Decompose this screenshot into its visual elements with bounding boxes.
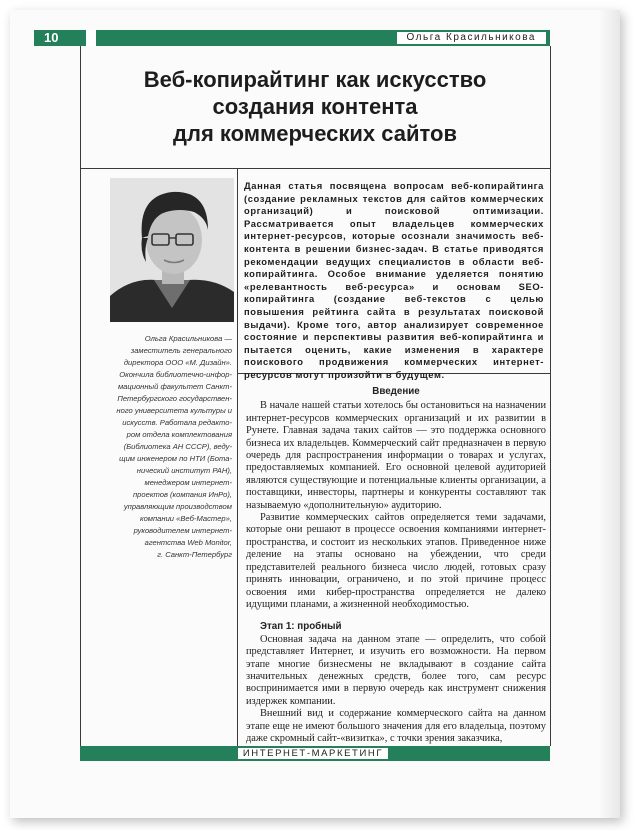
author-bio-caption	[96, 333, 232, 561]
paragraph: Внешний вид и содержание коммерческого сайта на данном этапе еще не имеют большого значения для его владельца, поэтому даже скромный сайт-«визитка», с точки зрения заказчика,	[246, 708, 546, 744]
caption-line: искусств. Работала редакто-	[122, 418, 232, 427]
caption-line: г. Санкт-Петербург	[157, 550, 232, 559]
page-footer	[80, 746, 550, 761]
header-author: Ольга Красильникова	[397, 32, 546, 44]
caption-line: Петербургского государствен-	[117, 394, 232, 403]
caption-line: управляющим производством	[123, 502, 232, 511]
article-body	[246, 386, 546, 745]
section-heading: Введение	[372, 386, 420, 397]
caption-line: директора ООО «М. Дизайн».	[123, 358, 232, 367]
title-divider	[80, 168, 550, 169]
header-band	[96, 30, 550, 46]
article-title	[84, 66, 546, 147]
frame-right-border	[550, 46, 551, 746]
caption-line: агентства Web Monitor,	[144, 538, 232, 547]
caption-line: нический институт РАН),	[136, 466, 232, 475]
subsection-heading: Этап 1: пробный	[260, 621, 342, 633]
caption-line: ром отдела комплектования	[126, 430, 232, 439]
column-divider	[237, 168, 238, 746]
title-line-3: для коммерческих сайтов	[173, 121, 457, 146]
frame-left-border	[80, 46, 81, 746]
paragraph: Развитие коммерческих сайтов определяется теми задачами, которые они решают в процессе освоения компаниями интернет-пространства, и состоит из нескольких этапов. Приведенное ниже деление на этапы основано на убеждении, что среди представителей реального бизнеса число людей, готовых сразу принять инновации, ограничено, и по этой причине процесс освоения ими кибер-пространства определяется не далеко идущими планами, а жизненной необходимостью.	[246, 512, 546, 610]
portrait-image	[110, 178, 234, 322]
caption-line: компании «Веб-Мастер»,	[139, 514, 232, 523]
author-photo	[110, 178, 234, 322]
caption-line: проектов (компания ИнРо),	[132, 490, 232, 499]
footer-section-label: ИНТЕРНЕТ-МАРКЕТИНГ	[238, 748, 388, 759]
caption-line: Ольга Красильникова —	[144, 334, 232, 343]
caption-line: Окончила библиотечно-инфор-	[119, 370, 232, 379]
caption-line: руководителем интернет-	[133, 526, 232, 535]
caption-line: мационный факультет Санкт-	[117, 382, 232, 391]
paragraph: Основная задача на данном этапе — определить, что собой представляет Интернет, и изучить его возможности. На первом этапе многие бизнесмены не вкладывают в создание сайта значительных денежных средств, более того, сам ресурс воспринимается ими в первую очередь как инструмент снижения издержек компании.	[246, 633, 546, 707]
caption-line: ного университета культуры и	[116, 406, 232, 415]
caption-line: щим инженером по НТИ (Бота-	[119, 454, 232, 463]
title-line-2: создания контента	[212, 94, 418, 119]
article-abstract: Данная статья посвящена вопросам веб-копирайтинга (создание рекламных текстов для сайтов коммерческих организаций) и поисковой оптимизации. Рассматривается опыт владельцев коммерческих интернет-ресурсов, которые осознали значимость веб-контента в решении бизнес-задач. В статье приводятся рекомендации ведущих специалистов в области веб-копирайтинга. Особое внимание уделяется понятию «релевантность веб-ресурса» и основам SEO-копирайтинга (создание веб-текстов с целью повышения рейтинга сайта в результатах поисковой выдачи). Кроме того, автор анализирует современное состояние и перспективы развития веб-копирайтинга и пытается оценить, какие изменения в характере поискового продвижения коммерческих интернет-ресурсов могут произойти в будущем.	[244, 180, 544, 380]
page-header	[34, 30, 550, 46]
title-line-1: Веб-копирайтинг как искусство	[143, 67, 487, 92]
page-number: 10	[34, 30, 86, 46]
caption-line: заместитель генерального	[130, 346, 232, 355]
caption-line: менеджером интернет-	[144, 478, 232, 487]
paragraph: В начале нашей статьи хотелось бы остановиться на назначении интернет-ресурсов коммерческих организаций и их развитии в Рунете. Главная задача таких сайтов — это поддержка основного бизнеса их владельцев. Коммерческий сайт предназначен в первую очередь для распространения информации о товарах и услугах, предоставляемых компанией. Его основной целевой аудиторией являются существующие и потенциальные клиенты организации, а поставщики, инвесторы, партнеры и конкуренты составляют так называемую «дополнительную» аудиторию.	[246, 400, 546, 511]
caption-line: (Библиотека АН СССР), веду-	[123, 442, 232, 451]
